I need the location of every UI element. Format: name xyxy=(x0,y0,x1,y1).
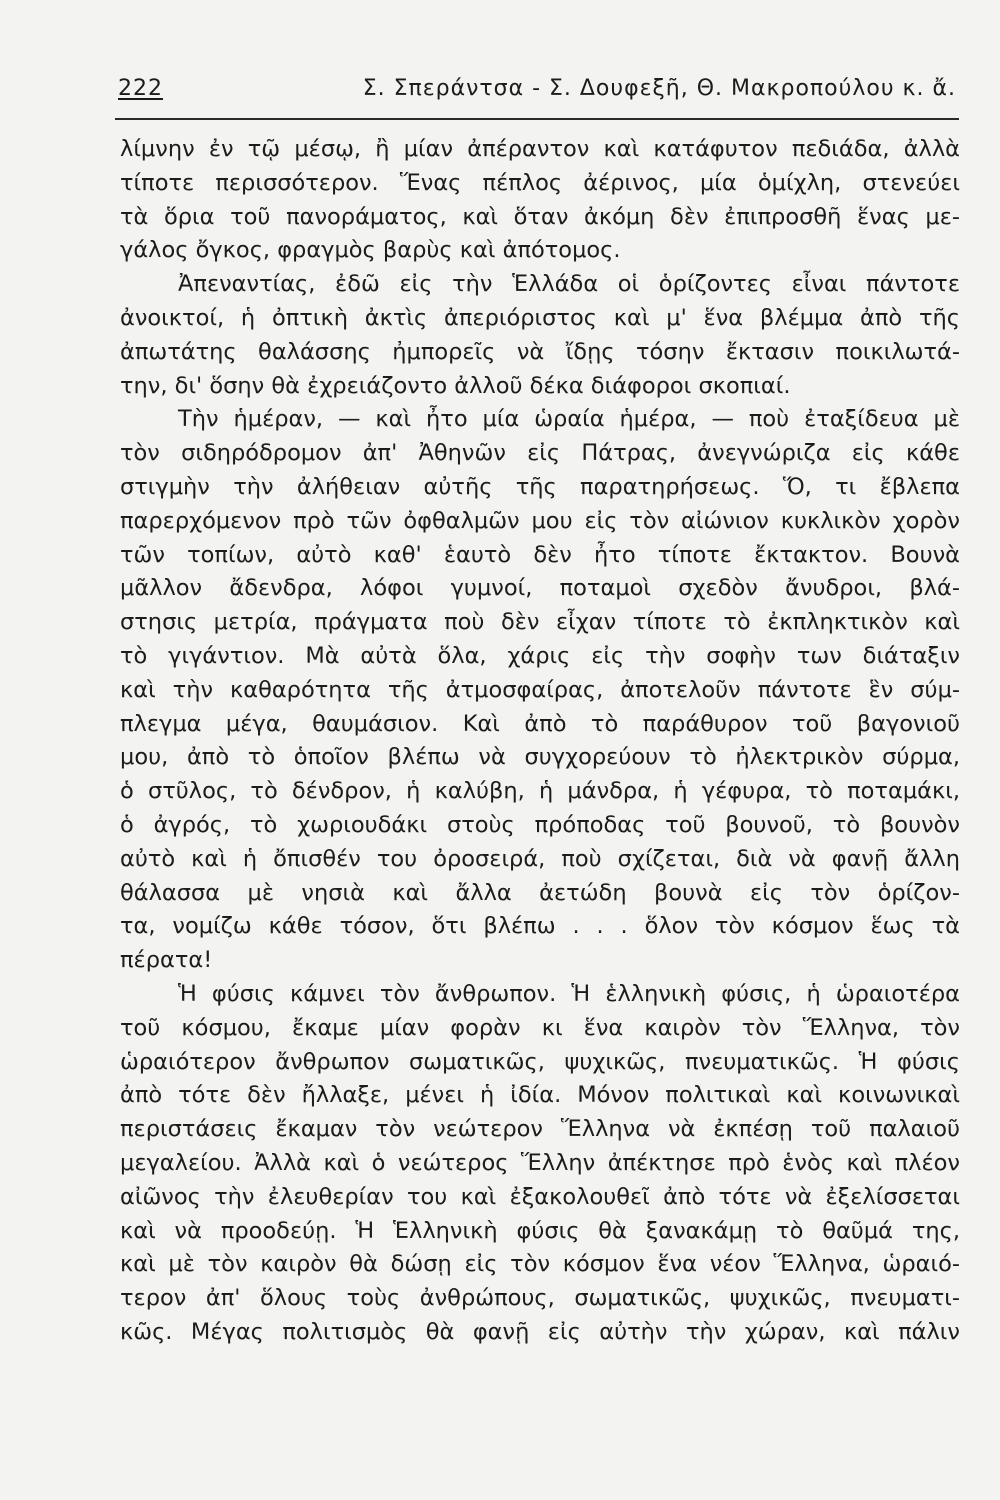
text-line: ἀπὸ τότε δὲν ἤλλαξε, μένει ἡ ἰδία. Μόνον πολιτικαὶ καὶ κοινωνικαὶ xyxy=(120,1082,960,1109)
text-line: γάλος ὄγκος, φραγμὸς βαρὺς καὶ ἀπότομος. xyxy=(120,237,621,264)
text-line: λίμνην ἐν τῷ μέσῳ, ἢ μίαν ἀπέραντον καὶ κατάφυτον πεδιάδα, ἀλλὰ xyxy=(120,136,960,162)
text-line: τῶν τοπίων, αὐτὸ καθ' ἑαυτὸ δὲν ἦτο τίποτε ἔκτακτον. Βουνὰ xyxy=(120,541,960,568)
text-line: πέρατα! xyxy=(120,947,213,974)
text-line: καὶ νὰ προοδεύῃ. Ἡ Ἑλληνικὴ φύσις θὰ ξανακάμῃ τὸ θαῦμά της, xyxy=(120,1217,960,1244)
paragraph-4 xyxy=(120,978,960,1350)
text-line: καὶ τὴν καθαρότητα τῆς ἀτμοσφαίρας, ἀποτελοῦν πάντοτε ἓν σύμ- xyxy=(120,676,960,703)
text-line: στησις μετρία, πράγματα ποὺ δὲν εἶχαν τίποτε τὸ ἐκπληκτικὸν καὶ xyxy=(120,609,960,636)
page-number: 222 xyxy=(118,76,163,101)
body-text xyxy=(120,133,960,1350)
text-line: τερον ἀπ' ὅλους τοὺς ἀνθρώπους, σωματικῶς, ψυχικῶς, πνευματι- xyxy=(120,1285,960,1312)
text-line: καὶ μὲ τὸν καιρὸν θὰ δώσῃ εἰς τὸν κόσμον ἕνα νέον Ἕλληνα, ὡραιό- xyxy=(120,1251,960,1278)
text-line: κῶς. Μέγας πολιτισμὸς θὰ φανῇ εἰς αὐτὴν τὴν χώραν, καὶ πάλιν xyxy=(120,1318,960,1345)
text-line: ἀπωτάτης θαλάσσης ἠμπορεῖς νὰ ἴδῃς τόσην ἔκτασιν ποικιλωτά- xyxy=(120,338,960,365)
paragraph-1 xyxy=(120,133,960,268)
text-line: τοῦ κόσμου, ἔκαμε μίαν φορὰν κι ἕνα καιρὸν τὸν Ἕλληνα, τὸν xyxy=(120,1014,960,1041)
text-line: τὰ ὅρια τοῦ πανοράματος, καὶ ὅταν ἀκόμη δὲν ἐπιπροσθῆ ἕνας με- xyxy=(120,203,960,230)
text-line: Τὴν ἡμέραν, — καὶ ἦτο μία ὡραία ἡμέρα, — ποὺ ἐταξίδευα μὲ xyxy=(178,406,960,433)
text-line: αἰῶνος τὴν ἐλευθερίαν του καὶ ἐξακολουθεῖ ἀπὸ τότε νὰ ἐξελίσσεται xyxy=(120,1183,960,1210)
text-line: περιστάσεις ἔκαμαν τὸν νεώτερον Ἕλληνα νὰ ἐκπέσῃ τοῦ παλαιοῦ xyxy=(120,1116,960,1143)
text-line: τὸ γιγάντιον. Μὰ αὐτὰ ὅλα, χάρις εἰς τὴν σοφὴν των διάταξιν xyxy=(120,642,960,669)
text-line: τίποτε περισσότερον. Ἕνας πέπλος ἀέρινος, μία ὁμίχλη, στενεύει xyxy=(120,169,960,196)
running-head-title: Σ. Σπεράντσα - Σ. Δουφεξῆ, Θ. Μακροπούλου κ. ἄ. xyxy=(362,76,956,101)
text-line: Ἡ φύσις κάμνει τὸν ἄνθρωπον. Ἡ ἑλληνικὴ φύσις, ἡ ὡραιοτέρα xyxy=(178,980,960,1007)
text-line: παρερχόμενον πρὸ τῶν ὀφθαλμῶν μου εἰς τὸν αἰώνιον κυκλικὸν χορὸν xyxy=(120,507,960,534)
text-line: μεγαλείου. Ἀλλὰ καὶ ὁ νεώτερος Ἕλλην ἀπέκτησε πρὸ ἑνὸς καὶ πλέον xyxy=(120,1149,960,1176)
text-line: πλεγμα μέγα, θαυμάσιον. Καὶ ἀπὸ τὸ παράθυρον τοῦ βαγονιοῦ xyxy=(120,710,960,737)
paragraph-3 xyxy=(120,403,960,978)
text-line: Ἀπεναντίας, ἐδῶ εἰς τὴν Ἑλλάδα οἱ ὁρίζοντες εἶναι πάντοτε xyxy=(178,271,960,298)
text-line: τα, νομίζω κάθε τόσον, ὅτι βλέπω . . . ὅλον τὸν κόσμον ἕως τὰ xyxy=(120,913,960,940)
text-line: μου, ἀπὸ τὸ ὁποῖον βλέπω νὰ συγχορεύουν τὸ ἠλεκτρικὸν σύρμα, xyxy=(120,744,960,771)
text-line: ὁ ἀγρός, τὸ χωριουδάκι στοὺς πρόποδας τοῦ βουνοῦ, τὸ βουνὸν xyxy=(120,811,960,838)
text-line: μᾶλλον ἄδενδρα, λόφοι γυμνοί, ποταμοὶ σχεδὸν ἄνυδροι, βλά- xyxy=(120,575,960,602)
text-line: τὸν σιδηρόδρομον ἀπ' Ἀθηνῶν εἰς Πάτρας, ἀνεγνώριζα εἰς κάθε xyxy=(120,440,960,467)
text-line: θάλασσα μὲ νησιὰ καὶ ἄλλα ἀετώδη βουνὰ εἰς τὸν ὁρίζον- xyxy=(120,879,960,906)
header-divider xyxy=(115,118,959,120)
text-line: στιγμὴν τὴν ἀλήθειαν αὐτῆς τῆς παρατηρήσεως. Ὅ, τι ἔβλεπα xyxy=(120,473,960,500)
text-line: ὁ στῦλος, τὸ δένδρον, ἡ καλύβη, ἡ μάνδρα, ἡ γέφυρα, τὸ ποταμάκι, xyxy=(120,778,960,805)
text-line: αὐτὸ καὶ ἡ ὄπισθέν του ὀροσειρά, ποὺ σχίζεται, διὰ νὰ φανῇ ἄλλη xyxy=(120,845,960,872)
text-line: ἀνοικτοί, ἡ ὀπτικὴ ἀκτὶς ἀπεριόριστος καὶ μ' ἕνα βλέμμα ἀπὸ τῆς xyxy=(120,304,960,331)
text-line: ὡραιότερον ἄνθρωπον σωματικῶς, ψυχικῶς, πνευματικῶς. Ἡ φύσις xyxy=(120,1048,960,1075)
paragraph-2 xyxy=(120,268,960,403)
text-line: την, δι' ὅσην θὰ ἐχρειάζοντο ἀλλοῦ δέκα διάφοροι σκοπιαί. xyxy=(120,372,791,399)
running-head xyxy=(118,70,956,110)
